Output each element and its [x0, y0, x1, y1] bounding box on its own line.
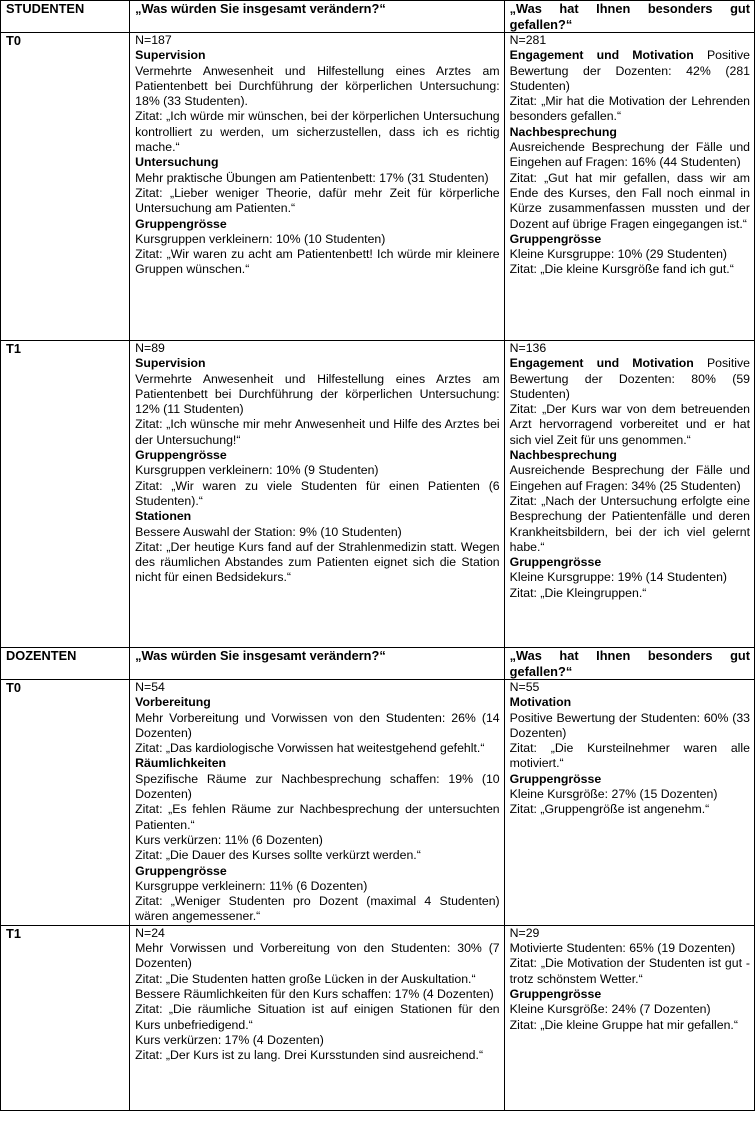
- category-heading: [510, 772, 750, 787]
- lecturers-section-label: DOZENTEN: [1, 648, 130, 680]
- category-heading: [510, 48, 750, 94]
- category-heading: [135, 509, 499, 524]
- quote-text: Zitat: „Es fehlen Räume zur Nachbesprechung der untersuchten Patienten.“: [135, 802, 500, 832]
- quote-text: Zitat: „Der Kurs ist zu lang. Drei Kursstunden sind ausreichend.“: [135, 1048, 484, 1063]
- sample-size: N=281: [509, 33, 547, 47]
- category-heading: [510, 232, 750, 247]
- quote-text: Zitat: „Die räumliche Situation ist auf einigen Stationen für den Kurs unbefriedigend.“: [135, 1002, 500, 1032]
- quote-text: Zitat: „Der heutige Kurs fand auf der Strahlenmedizin statt. Wegen des räumlichen Abstandes zum Patienten eignet sich die Station nicht für einen Bedsidekurs.“: [135, 539, 500, 585]
- category-detail-text: Positive Bewertung der Dozenten: 80% (59 Studenten): [509, 356, 750, 401]
- quote-text: Zitat: „Die Motivation der Studenten ist gut - trotz schönstem Wetter.“: [509, 956, 750, 986]
- response-text: Mehr Vorbereitung und Vorwissen von den Studenten: 26% (14 Dozenten): [135, 710, 500, 740]
- students-header-row: [1, 1, 755, 33]
- quote-text: Zitat: „Nach der Untersuchung erfolgte eine Besprechung der Patientenfälle und deren Krankheitsbildern, bei der ich viel gelernt habe.“: [509, 493, 750, 554]
- students-t0-row: [1, 33, 755, 341]
- time-label: T0: [1, 680, 130, 926]
- quote-text: Zitat: „Der Kurs war von dem betreuenden Arzt hervorragend vorbereitet und er hat sich viel Zeit für uns genommen.“: [509, 402, 750, 447]
- category-heading: [510, 987, 750, 1002]
- lecturers-liked-header: „Was hat Ihnen besonders gut gefallen?“: [504, 648, 754, 680]
- response-text: Positive Bewertung der Studenten: 60% (33 Dozenten): [509, 710, 750, 740]
- sample-size: N=29: [509, 925, 540, 940]
- response-text: Ausreichende Besprechung der Fälle und Eingehen auf Fragen: 16% (44 Studenten): [509, 140, 750, 170]
- category-heading: [510, 125, 750, 140]
- category-heading: [135, 864, 499, 879]
- category-heading-text: Engagement und Motivation: [509, 48, 694, 63]
- time-label: T0: [1, 33, 130, 341]
- category-heading-text: Gruppengrösse: [509, 986, 602, 1001]
- response-text: Kursgruppe verkleinern: 11% (6 Dozenten): [135, 878, 368, 893]
- response-text: Motivierte Studenten: 65% (19 Dozenten): [509, 941, 736, 956]
- category-heading: [135, 695, 499, 710]
- category-heading: [135, 756, 499, 771]
- time-label: T1: [1, 341, 130, 648]
- category-heading-text: Gruppengrösse: [509, 231, 602, 246]
- lecturers-t0-liked-cell: [504, 680, 754, 926]
- category-heading: [510, 555, 750, 570]
- quote-text: Zitat: „Mir hat die Motivation der Lehrenden besonders gefallen.“: [509, 94, 750, 124]
- quote-text: Zitat: „Die Kleingruppen.“: [509, 585, 647, 600]
- sample-size: N=54: [135, 680, 165, 694]
- quote-text: Zitat: „Wir waren zu viele Studenten für einen Patienten (6 Studenten).“: [135, 478, 500, 508]
- response-text: Kleine Kursgruppe: 19% (14 Studenten): [509, 570, 728, 585]
- response-text: Kursgruppen verkleinern: 10% (9 Studenten): [135, 463, 379, 478]
- quote-text: Zitat: „Die Dauer des Kurses sollte verkürzt werden.“: [135, 848, 421, 863]
- students-t1-change-cell: [130, 341, 504, 648]
- category-heading-text: Räumlichkeiten: [135, 756, 227, 771]
- response-text: Bessere Räumlichkeiten für den Kurs schaffen: 17% (4 Dozenten): [135, 986, 494, 1001]
- category-heading: [510, 448, 750, 463]
- quote-text: Zitat: „Die kleine Kursgröße fand ich gut.“: [509, 262, 734, 277]
- category-heading-text: Supervision: [135, 48, 206, 63]
- time-label: T1: [1, 925, 130, 1110]
- category-heading: [510, 356, 750, 402]
- response-text: Vermehrte Anwesenheit und Hilfestellung eines Arztes am Patientenbett bei Durchführung der körperlichen Untersuchung: 12% (11 Studenten): [135, 371, 500, 417]
- response-text: Spezifische Räume zur Nachbesprechung schaffen: 19% (10 Dozenten): [135, 771, 500, 802]
- sample-size: N=24: [135, 925, 165, 940]
- quote-text: Zitat: „Das kardiologische Vorwissen hat weitestgehend gefehlt.“: [135, 741, 485, 756]
- sample-size: N=136: [509, 341, 547, 355]
- lecturers-t1-row: [1, 925, 755, 1110]
- category-heading-text: Nachbesprechung: [509, 448, 617, 463]
- category-heading-text: Supervision: [135, 356, 206, 371]
- sample-size: N=89: [135, 341, 165, 355]
- category-heading: [135, 155, 499, 170]
- response-text: Kleine Kursgruppe: 10% (29 Studenten): [509, 247, 728, 262]
- category-heading-text: Nachbesprechung: [509, 124, 617, 139]
- quote-text: Zitat: „Gruppengröße ist angenehm.“: [509, 802, 710, 817]
- category-heading-text: Gruppengrösse: [135, 863, 227, 878]
- quote-text: Zitat: „Die kleine Gruppe hat mir gefallen.“: [509, 1017, 738, 1032]
- response-text: Ausreichende Besprechung der Fälle und Eingehen auf Fragen: 34% (25 Studenten): [509, 463, 750, 493]
- response-text: Kleine Kursgröße: 24% (7 Dozenten): [509, 1002, 711, 1017]
- sample-size: N=187: [135, 33, 172, 47]
- students-t0-change-cell: [130, 33, 504, 341]
- category-heading-text: Vorbereitung: [135, 695, 211, 710]
- category-heading-text: Gruppengrösse: [509, 771, 602, 786]
- category-heading-text: Untersuchung: [135, 155, 219, 170]
- response-text: Kurs verkürzen: 11% (6 Dozenten): [135, 832, 323, 847]
- students-t1-row: [1, 341, 755, 648]
- category-heading: [510, 695, 750, 710]
- response-text: Bessere Auswahl der Station: 9% (10 Studenten): [135, 524, 402, 539]
- category-heading-text: Gruppengrösse: [509, 555, 602, 570]
- response-text: Vermehrte Anwesenheit und Hilfestellung eines Arztes am Patientenbett bei Durchführung der körperlichen Untersuchung: 18% (33 Studenten).: [135, 63, 500, 109]
- category-heading-text: Gruppengrösse: [135, 216, 227, 231]
- quote-text: Zitat: „Lieber weniger Theorie, dafür mehr Zeit für körperliche Untersuchung am Patienten.“: [135, 185, 500, 216]
- quote-text: Zitat: „Wir waren zu acht am Patientenbett! Ich würde mir kleinere Gruppen wünschen.“: [135, 247, 500, 277]
- students-t1-liked-cell: [504, 341, 754, 648]
- response-text: Mehr praktische Übungen am Patientenbett: 17% (31 Studenten): [135, 170, 489, 185]
- quote-text: Zitat: „Die Kursteilnehmer waren alle motiviert.“: [509, 741, 750, 771]
- category-heading: [135, 48, 499, 63]
- quote-text: Zitat: „Weniger Studenten pro Dozent (maximal 4 Studenten) wären angemessener.“: [135, 894, 500, 924]
- students-section-label: STUDENTEN: [1, 1, 130, 33]
- quote-text: Zitat: „Ich wünsche mir mehr Anwesenheit und Hilfe des Arztes bei der Untersuchung!“: [135, 417, 500, 447]
- category-heading-text: Stationen: [135, 509, 192, 524]
- category-heading-text: Motivation: [509, 695, 572, 710]
- quote-text: Zitat: „Gut hat mir gefallen, dass wir am Ende des Kurses, den Fall noch einmal in Kürze zusammenfassen mussten und der Dozent auf übrige Fragen eingegangen ist.“: [509, 170, 750, 231]
- quote-text: Zitat: „Ich würde mir wünschen, bei der körperlichen Untersuchung kontrolliert zu werden, um sicherzustellen, dass ich es richtig mache.“: [135, 109, 500, 155]
- students-liked-header: „Was hat Ihnen besonders gut gefallen?“: [504, 1, 754, 33]
- response-text: Kursgruppen verkleinern: 10% (10 Studenten): [135, 231, 386, 246]
- category-detail-text: Positive Bewertung der Dozenten: 42% (281 Studenten): [509, 48, 750, 93]
- category-heading: [135, 217, 499, 232]
- category-heading: [135, 356, 499, 371]
- response-text: Mehr Vorwissen und Vorbereitung von den Studenten: 30% (7 Dozenten): [135, 941, 500, 971]
- quote-text: Zitat: „Die Studenten hatten große Lücken in der Auskultation.“: [135, 971, 476, 986]
- lecturers-header-row: [1, 648, 755, 680]
- lecturers-t0-row: [1, 680, 755, 926]
- lecturers-t1-change-cell: [130, 925, 504, 1110]
- response-text: Kurs verkürzen: 17% (4 Dozenten): [135, 1032, 324, 1047]
- response-text: Kleine Kursgröße: 27% (15 Dozenten): [509, 787, 718, 802]
- category-heading-text: Engagement und Motivation: [509, 356, 694, 371]
- lecturers-t1-liked-cell: [504, 925, 754, 1110]
- sample-size: N=55: [509, 680, 540, 694]
- students-t0-liked-cell: [504, 33, 754, 341]
- category-heading-text: Gruppengrösse: [135, 448, 227, 463]
- students-change-header: „Was würden Sie insgesamt verändern?“: [130, 1, 504, 33]
- lecturers-change-header: „Was würden Sie insgesamt verändern?“: [130, 648, 504, 680]
- lecturers-t0-change-cell: [130, 680, 504, 926]
- category-heading: [135, 448, 499, 463]
